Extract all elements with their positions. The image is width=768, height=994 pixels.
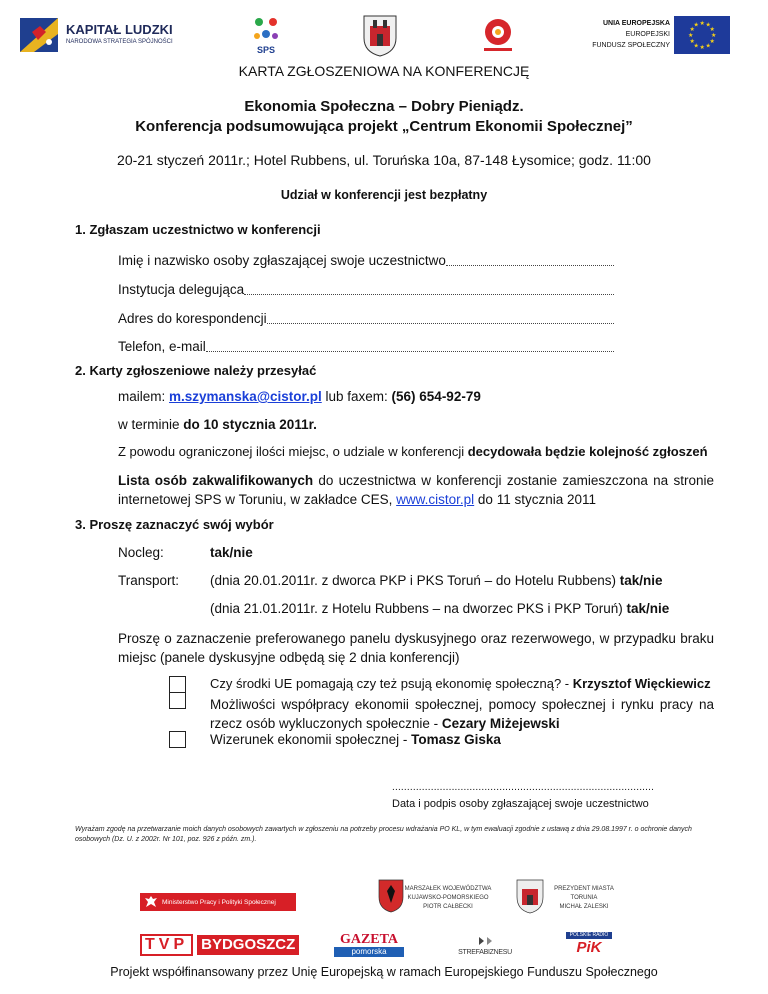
ces-logo — [478, 14, 518, 59]
svg-text:★: ★ — [693, 21, 699, 29]
radio-pik-logo — [566, 932, 612, 956]
mayor-line-2: TORUNIA — [570, 895, 598, 901]
free-participation: Udział w konferencji jest bezpłatny — [280, 188, 488, 202]
limit-text: Z powodu ograniczonej ilości miejsc, o udziale w konferencji — [118, 444, 468, 459]
deadline-line — [118, 417, 317, 432]
svg-text:★: ★ — [699, 20, 705, 27]
signature-line[interactable]: ........................................................................................ — [392, 782, 655, 793]
kujawsko-pomorskie-crest-icon — [376, 877, 406, 913]
svg-text:★: ★ — [693, 42, 699, 50]
panel3-option — [210, 732, 501, 747]
gazeta-text: GAZETA — [339, 932, 399, 947]
transport2-choice[interactable]: tak/nie — [626, 601, 670, 616]
marshal-line-1: MARSZAŁEK WOJEWÓDZTWA — [404, 886, 492, 892]
torun-crest — [360, 12, 400, 61]
footer-note: Projekt współfinansowany przez Unię Europejską w ramach Europejskiego Funduszu Społecznego — [110, 965, 658, 979]
marshal-line-2: KUJAWSKO-POMORSKIEGO — [407, 895, 489, 901]
gazeta-pomorska-logo — [334, 932, 404, 957]
kl-subtitle: NARODOWA STRATEGIA SPÓJNOŚCI — [66, 39, 173, 45]
list-text: do uczestnictwa w konferencji zostanie zamieszczona na stronie internetowej SPS w Toruniu, w zakładce CES, — [118, 473, 714, 507]
panel2-text: Możliwości współpracy ekonomii społecznej, pomocy społecznej i rynku pracy na rzecz osób wykluczonych społecznie - — [210, 697, 714, 731]
svg-text:★: ★ — [699, 44, 705, 51]
field-name-label: Imię i nazwisko osoby zgłaszającej swoje uczestnictwo — [118, 253, 446, 268]
eu-text-1: UNIA EUROPEJSKA — [602, 20, 670, 27]
mayor-patron — [514, 877, 624, 917]
strefa-biznesu-logo — [450, 934, 520, 956]
field-address-label: Adres do korespondencji — [118, 311, 267, 326]
tvp-bydgoszcz-logo — [140, 934, 299, 956]
section3-heading: 3. Proszę zaznaczyć swój wybór — [75, 517, 274, 532]
panel1-option — [210, 676, 711, 691]
transport-option-2 — [210, 601, 669, 616]
qualified-list-paragraph — [118, 471, 714, 509]
panel-intro: Proszę o zaznaczenie preferowanego panelu dyskusyjnego oraz rezerwowego, w przypadku braku miejsc (panele dyskusyjne odbędą się 2 dnia konferencji) — [118, 631, 714, 665]
eu-logo — [592, 16, 730, 58]
kapital-ludzki-logo — [18, 14, 178, 56]
sps-people-icon — [251, 16, 281, 42]
fax-text: lub faxem: — [321, 389, 392, 404]
transport-option-1 — [210, 573, 663, 588]
eu-flag-icon — [674, 16, 730, 54]
deadline-date: do 10 stycznia 2011r. — [183, 417, 317, 432]
section1-heading: 1. Zgłaszam uczestnictwo w konferencji — [75, 222, 321, 237]
sps-label: SPS — [256, 45, 275, 55]
svg-text:★: ★ — [705, 21, 711, 29]
nocleg-label: Nocleg: — [118, 545, 164, 560]
signature-caption: Data i podpis osoby zgłaszającej swoje uczestnictwo — [392, 798, 649, 810]
panel2-option — [210, 695, 714, 733]
limit-bold: decydowała będzie kolejność zgłoszeń — [467, 444, 708, 459]
marshal-patron — [376, 877, 496, 917]
field-phone-email-label: Telefon, e-mail — [118, 339, 206, 354]
ministry-logo — [140, 893, 296, 911]
panel1-text: Czy środki UE pomagają czy też psują ekonomię społeczną? - — [210, 676, 573, 691]
radio-pik-text: PiK — [576, 939, 602, 956]
contact-line — [118, 389, 481, 404]
panel3-checkbox[interactable] — [169, 731, 186, 748]
svg-text:★: ★ — [709, 38, 715, 45]
conference-subtitle: Konferencja podsumowująca projekt „Centrum Ekonomii Społecznej” — [135, 118, 633, 135]
limit-line — [118, 444, 708, 459]
svg-text:★: ★ — [688, 32, 694, 39]
svg-text:★: ★ — [689, 38, 695, 45]
tvp-mark: TVP — [140, 934, 193, 956]
radio-top-text: POLSKIE RADIO — [566, 932, 612, 939]
consent-text: Wyrażam zgodę na przetwarzanie moich danych osobowych zawartych w zgłoszeniu na potrzeby procesu wdrażania PO KL, w tym ewaluacji zgodnie z ustawą z dnia 29.08.1997 r. o ochronie danych osobowych (Dz. U. z 2002r. Nr 101, poz. 926 z późn. zm.). — [75, 826, 692, 843]
eu-text-2: EUROPEJSKI — [625, 31, 670, 38]
mayor-line-3: MICHAŁ ZALESKI — [559, 904, 609, 910]
marshal-line-3: PIOTR CAŁBECKI — [423, 904, 473, 910]
svg-text:★: ★ — [689, 26, 695, 33]
sps-logo — [250, 16, 282, 58]
transport2-text: (dnia 21.01.2011r. z Hotelu Rubbens – na dworzec PKS i PKP Toruń) — [210, 601, 627, 616]
strefa-mark-icon — [475, 936, 495, 946]
panel1-checkbox[interactable] — [169, 676, 186, 693]
pomorska-text: pomorska — [334, 947, 404, 957]
transport1-text: (dnia 20.01.2011r. z dworca PKP i PKS Toruń – do Hotelu Rubbens) — [210, 573, 620, 588]
field-phone-email[interactable] — [118, 339, 614, 354]
kl-title: KAPITAŁ LUDZKI — [66, 22, 173, 37]
ministry-label: Ministerstwo Pracy i Polityki Społecznej — [162, 898, 276, 906]
deadline-prefix: w terminie — [118, 417, 184, 432]
svg-text:★: ★ — [711, 32, 717, 39]
field-institution-label: Instytucja delegująca — [118, 282, 245, 297]
panel3-speaker: Tomasz Giska — [411, 732, 501, 747]
website-link[interactable]: www.cistor.pl — [396, 492, 475, 507]
field-address[interactable] — [118, 311, 614, 326]
mail-prefix: mailem: — [118, 389, 170, 404]
conference-title: Ekonomia Społeczna – Dobry Pieniądz. — [244, 98, 524, 115]
list-end: do 11 stycznia 2011 — [474, 492, 597, 507]
transport-label: Transport: — [118, 573, 180, 588]
email-link[interactable]: m.szymanska@cistor.pl — [169, 389, 322, 404]
strefa-text: STREFABIZNESU — [458, 949, 512, 956]
panel2-speaker: Cezary Miżejewski — [441, 716, 560, 731]
panel1-speaker: Krzysztof Więckiewicz — [572, 676, 711, 691]
eagle-icon — [144, 895, 158, 909]
list-bold: Lista osób zakwalifikowanych — [118, 473, 314, 488]
panel2-checkbox[interactable] — [169, 692, 186, 709]
panel3-text: Wizerunek ekonomii społecznej - — [210, 732, 412, 747]
svg-text:★: ★ — [709, 26, 715, 33]
ces-gear-icon — [478, 14, 518, 56]
transport1-choice[interactable]: tak/nie — [619, 573, 663, 588]
field-name[interactable] — [118, 253, 614, 268]
torun-city-crest-icon — [514, 877, 546, 915]
bydgoszcz-mark: BYDGOSZCZ — [197, 935, 299, 955]
eu-text-3: FUNDUSZ SPOŁECZNY — [592, 42, 670, 49]
kapital-ludzki-emblem-icon — [18, 14, 62, 56]
nocleg-value[interactable]: tak/nie — [210, 545, 253, 560]
section2-heading: 2. Karty zgłoszeniowe należy przesyłać — [75, 363, 317, 378]
form-title: KARTA ZGŁOSZENIOWA NA KONFERENCJĘ — [238, 63, 530, 79]
conference-details: 20-21 styczeń 2011r.; Hotel Rubbens, ul. Toruńska 10a, 87-148 Łysomice; godz. 11:00 — [117, 152, 651, 168]
field-institution[interactable] — [118, 282, 614, 297]
fax-number: (56) 654-92-79 — [391, 389, 481, 404]
torun-crest-icon — [360, 12, 400, 58]
mayor-line-1: PREZYDENT MIASTA — [554, 886, 614, 892]
svg-text:★: ★ — [705, 42, 711, 50]
